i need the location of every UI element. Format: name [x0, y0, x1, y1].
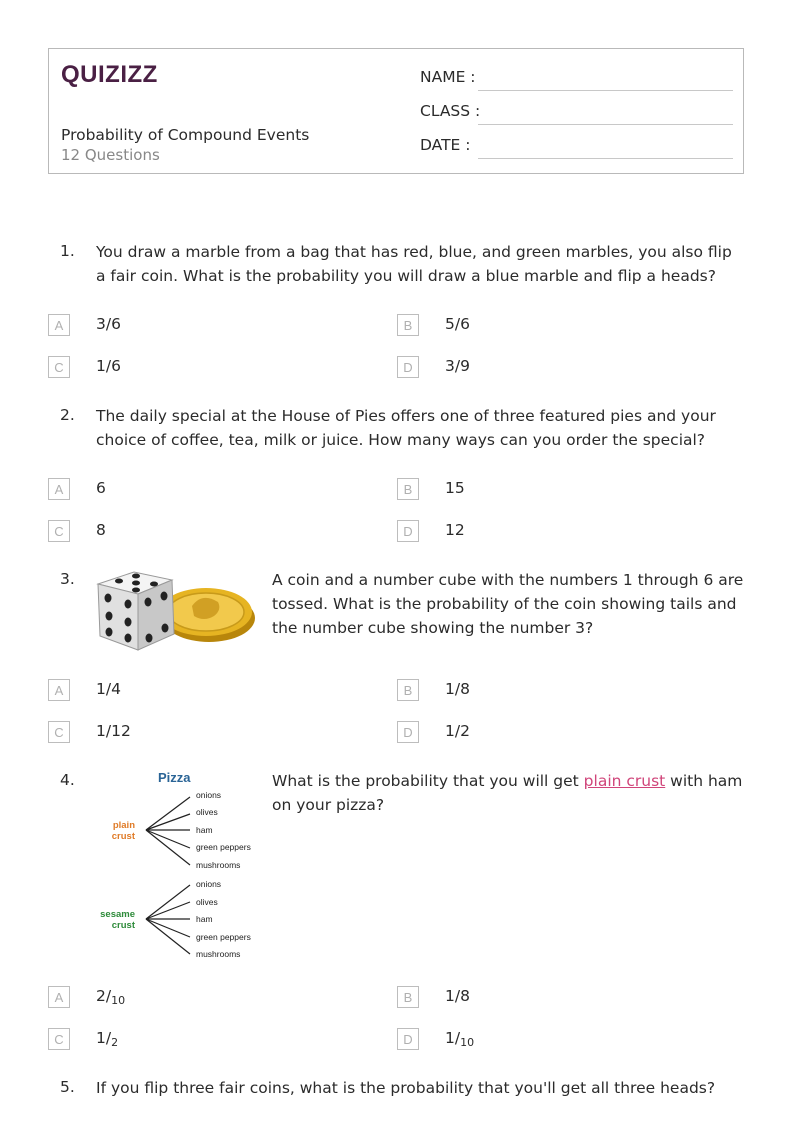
quizizz-logo: QUIZIZZ: [61, 61, 158, 88]
question-text: The daily special at the House of Pies offers one of three featured pies and your choice of coffee, tea, milk or juice. How many ways can you order the special?: [96, 407, 716, 449]
pizza-tree-diagram: [94, 766, 264, 964]
option-d-text: [445, 1029, 474, 1049]
topping-label: olives: [196, 807, 218, 817]
option-b-box[interactable]: B: [397, 986, 419, 1008]
option-a-text: 3/6: [96, 315, 121, 333]
branch-sesame-line2: crust: [111, 920, 135, 931]
question-number: 3.: [60, 570, 75, 588]
question-number: 4.: [60, 771, 75, 789]
name-label: NAME :: [420, 68, 476, 86]
tree-title: Pizza: [158, 770, 191, 785]
option-numerator: 1/: [445, 1029, 461, 1047]
question-text: A coin and a number cube with the numbers 1 through 6 are tossed. What is the probability of the coin showing tails and the number cube showing the number 3?: [272, 571, 744, 637]
question-count: 12 Questions: [61, 146, 160, 164]
plain-crust-link[interactable]: plain crust: [583, 772, 666, 790]
option-denominator: 2: [111, 1036, 119, 1049]
question-number: 1.: [60, 242, 75, 260]
option-d-text: 12: [445, 521, 465, 539]
option-numerator: 2/: [96, 987, 112, 1005]
topping-label: green peppers: [196, 842, 251, 852]
option-c-box[interactable]: C: [48, 1028, 70, 1050]
question-text: You draw a marble from a bag that has red, blue, and green marbles, you also flip a fair coin. What is the probability you will draw a blue marble and flip a heads?: [96, 243, 732, 285]
branch-plain-line1: plain: [112, 820, 135, 831]
option-a-text: 6: [96, 479, 106, 497]
option-b-text: 15: [445, 479, 465, 497]
branch-sesame-line1: sesame: [100, 909, 135, 920]
topping-label: mushrooms: [196, 860, 241, 870]
option-denominator: 10: [460, 1036, 475, 1049]
topping-label: ham: [196, 825, 213, 835]
name-line: [478, 90, 733, 91]
option-c-box[interactable]: C: [48, 520, 70, 542]
question-text-part: with ham on your pizza?: [272, 772, 743, 814]
option-c-box[interactable]: C: [48, 356, 70, 378]
branch-plain-line2: crust: [111, 831, 135, 842]
date-line: [478, 158, 733, 159]
topping-label: onions: [196, 879, 222, 889]
option-a-box[interactable]: A: [48, 478, 70, 500]
option-d-box[interactable]: D: [397, 356, 419, 378]
topping-label: mushrooms: [196, 949, 241, 959]
option-denominator: 10: [111, 994, 126, 1007]
topping-label: olives: [196, 897, 218, 907]
date-label: DATE :: [420, 136, 471, 154]
question-number: 5.: [60, 1078, 75, 1096]
option-d-text: 3/9: [445, 357, 470, 375]
option-b-text: [445, 987, 470, 1007]
option-numerator: 1/8: [445, 987, 470, 1005]
option-a-box[interactable]: A: [48, 986, 70, 1008]
option-c-text: [96, 1029, 118, 1049]
option-c-text: 1/12: [96, 722, 131, 740]
topping-label: ham: [196, 914, 213, 924]
option-a-text: 1/4: [96, 680, 121, 698]
question-number: 2.: [60, 406, 75, 424]
worksheet-header: [48, 48, 744, 174]
option-a-text: [96, 987, 125, 1007]
option-numerator: 1/: [96, 1029, 112, 1047]
option-c-box[interactable]: C: [48, 721, 70, 743]
topping-label: green peppers: [196, 932, 251, 942]
option-c-text: 8: [96, 521, 106, 539]
option-b-box[interactable]: B: [397, 478, 419, 500]
question-text: If you flip three fair coins, what is the probability that you'll get all three heads?: [96, 1079, 716, 1097]
question-text-part: What is the probability that you will get: [272, 772, 584, 790]
question-text: [272, 769, 746, 817]
option-d-box[interactable]: D: [397, 721, 419, 743]
dice-and-coin-image: [94, 566, 260, 656]
option-d-box[interactable]: D: [397, 1028, 419, 1050]
option-a-box[interactable]: A: [48, 679, 70, 701]
option-b-text: 5/6: [445, 315, 470, 333]
topping-label: onions: [196, 790, 222, 800]
option-b-text: 1/8: [445, 680, 470, 698]
option-c-text: 1/6: [96, 357, 121, 375]
option-a-box[interactable]: A: [48, 314, 70, 336]
option-b-box[interactable]: B: [397, 679, 419, 701]
option-b-box[interactable]: B: [397, 314, 419, 336]
option-d-box[interactable]: D: [397, 520, 419, 542]
worksheet-title: Probability of Compound Events: [61, 126, 310, 144]
option-d-text: 1/2: [445, 722, 470, 740]
class-label: CLASS :: [420, 102, 481, 120]
class-line: [478, 124, 733, 125]
